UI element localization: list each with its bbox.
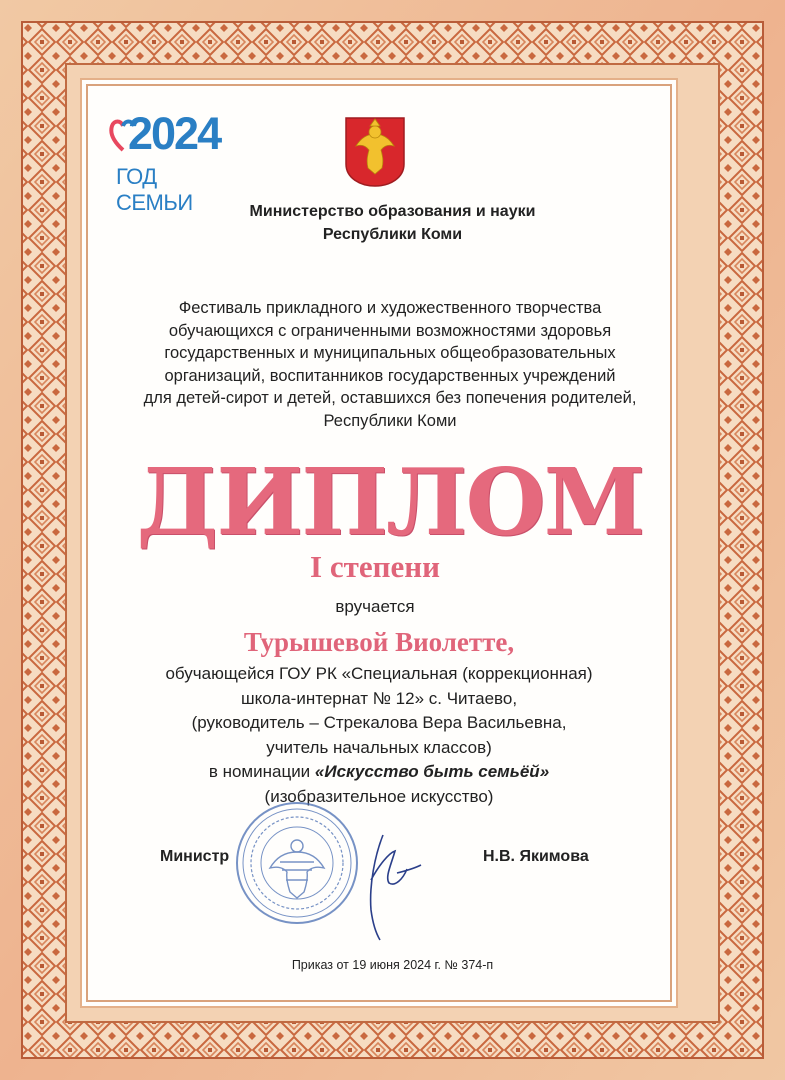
festival-line: для детей-сирот и детей, оставшихся без попечения родителей, — [143, 389, 637, 408]
awarded-label: вручается — [335, 597, 415, 616]
nomination-line — [0, 760, 758, 785]
recipient-name: Турышевой Виолетте, — [243, 627, 515, 657]
festival-line: организаций, воспитанников государственных учреждений — [164, 366, 616, 385]
year-of-family-logo — [106, 108, 226, 215]
official-stamp — [232, 798, 362, 928]
nomination-category: (изобразительное искусство) — [264, 786, 494, 806]
festival-line: Фестиваль прикладного и художественного творчества — [178, 299, 602, 317]
komi-coat-of-arms-icon — [344, 116, 406, 188]
minister-position: Министр — [160, 848, 230, 865]
details-line: школа-интернат № 12» с. Читаево, — [240, 688, 518, 708]
diploma-title: ДИПЛОМ — [136, 448, 644, 556]
ministry-line-1: Министерство образования и науки — [249, 203, 536, 220]
logo-subtitle: ГОД СЕМЬИ — [116, 164, 193, 215]
nomination-title: «Искусство быть семьёй» — [314, 762, 550, 781]
order-reference: Приказ от 19 июня 2024 г. № 374-п — [291, 958, 494, 972]
ministry-header — [0, 200, 785, 246]
festival-description — [70, 297, 710, 433]
logo-year: 2024 — [128, 108, 221, 159]
nomination-prefix: в номинации — [208, 762, 315, 781]
details-line: обучающейся ГОУ РК «Специальная (коррекционная) — [165, 664, 593, 683]
signature — [355, 825, 425, 945]
ministry-line-2: Республики Коми — [322, 226, 463, 243]
details-line: учитель начальных классов) — [266, 737, 492, 757]
details-line: (руководитель – Стрекалова Вера Васильевна, — [191, 713, 567, 732]
festival-line: обучающихся с ограниченными возможностями здоровья — [168, 321, 612, 340]
festival-line: государственных и муниципальных общеобразовательных — [164, 344, 616, 363]
recipient-details — [0, 662, 758, 809]
diploma-degree: I степени — [310, 549, 440, 584]
festival-line: Республики Коми — [323, 411, 457, 430]
minister-name: Н.В. Якимова — [483, 848, 589, 865]
